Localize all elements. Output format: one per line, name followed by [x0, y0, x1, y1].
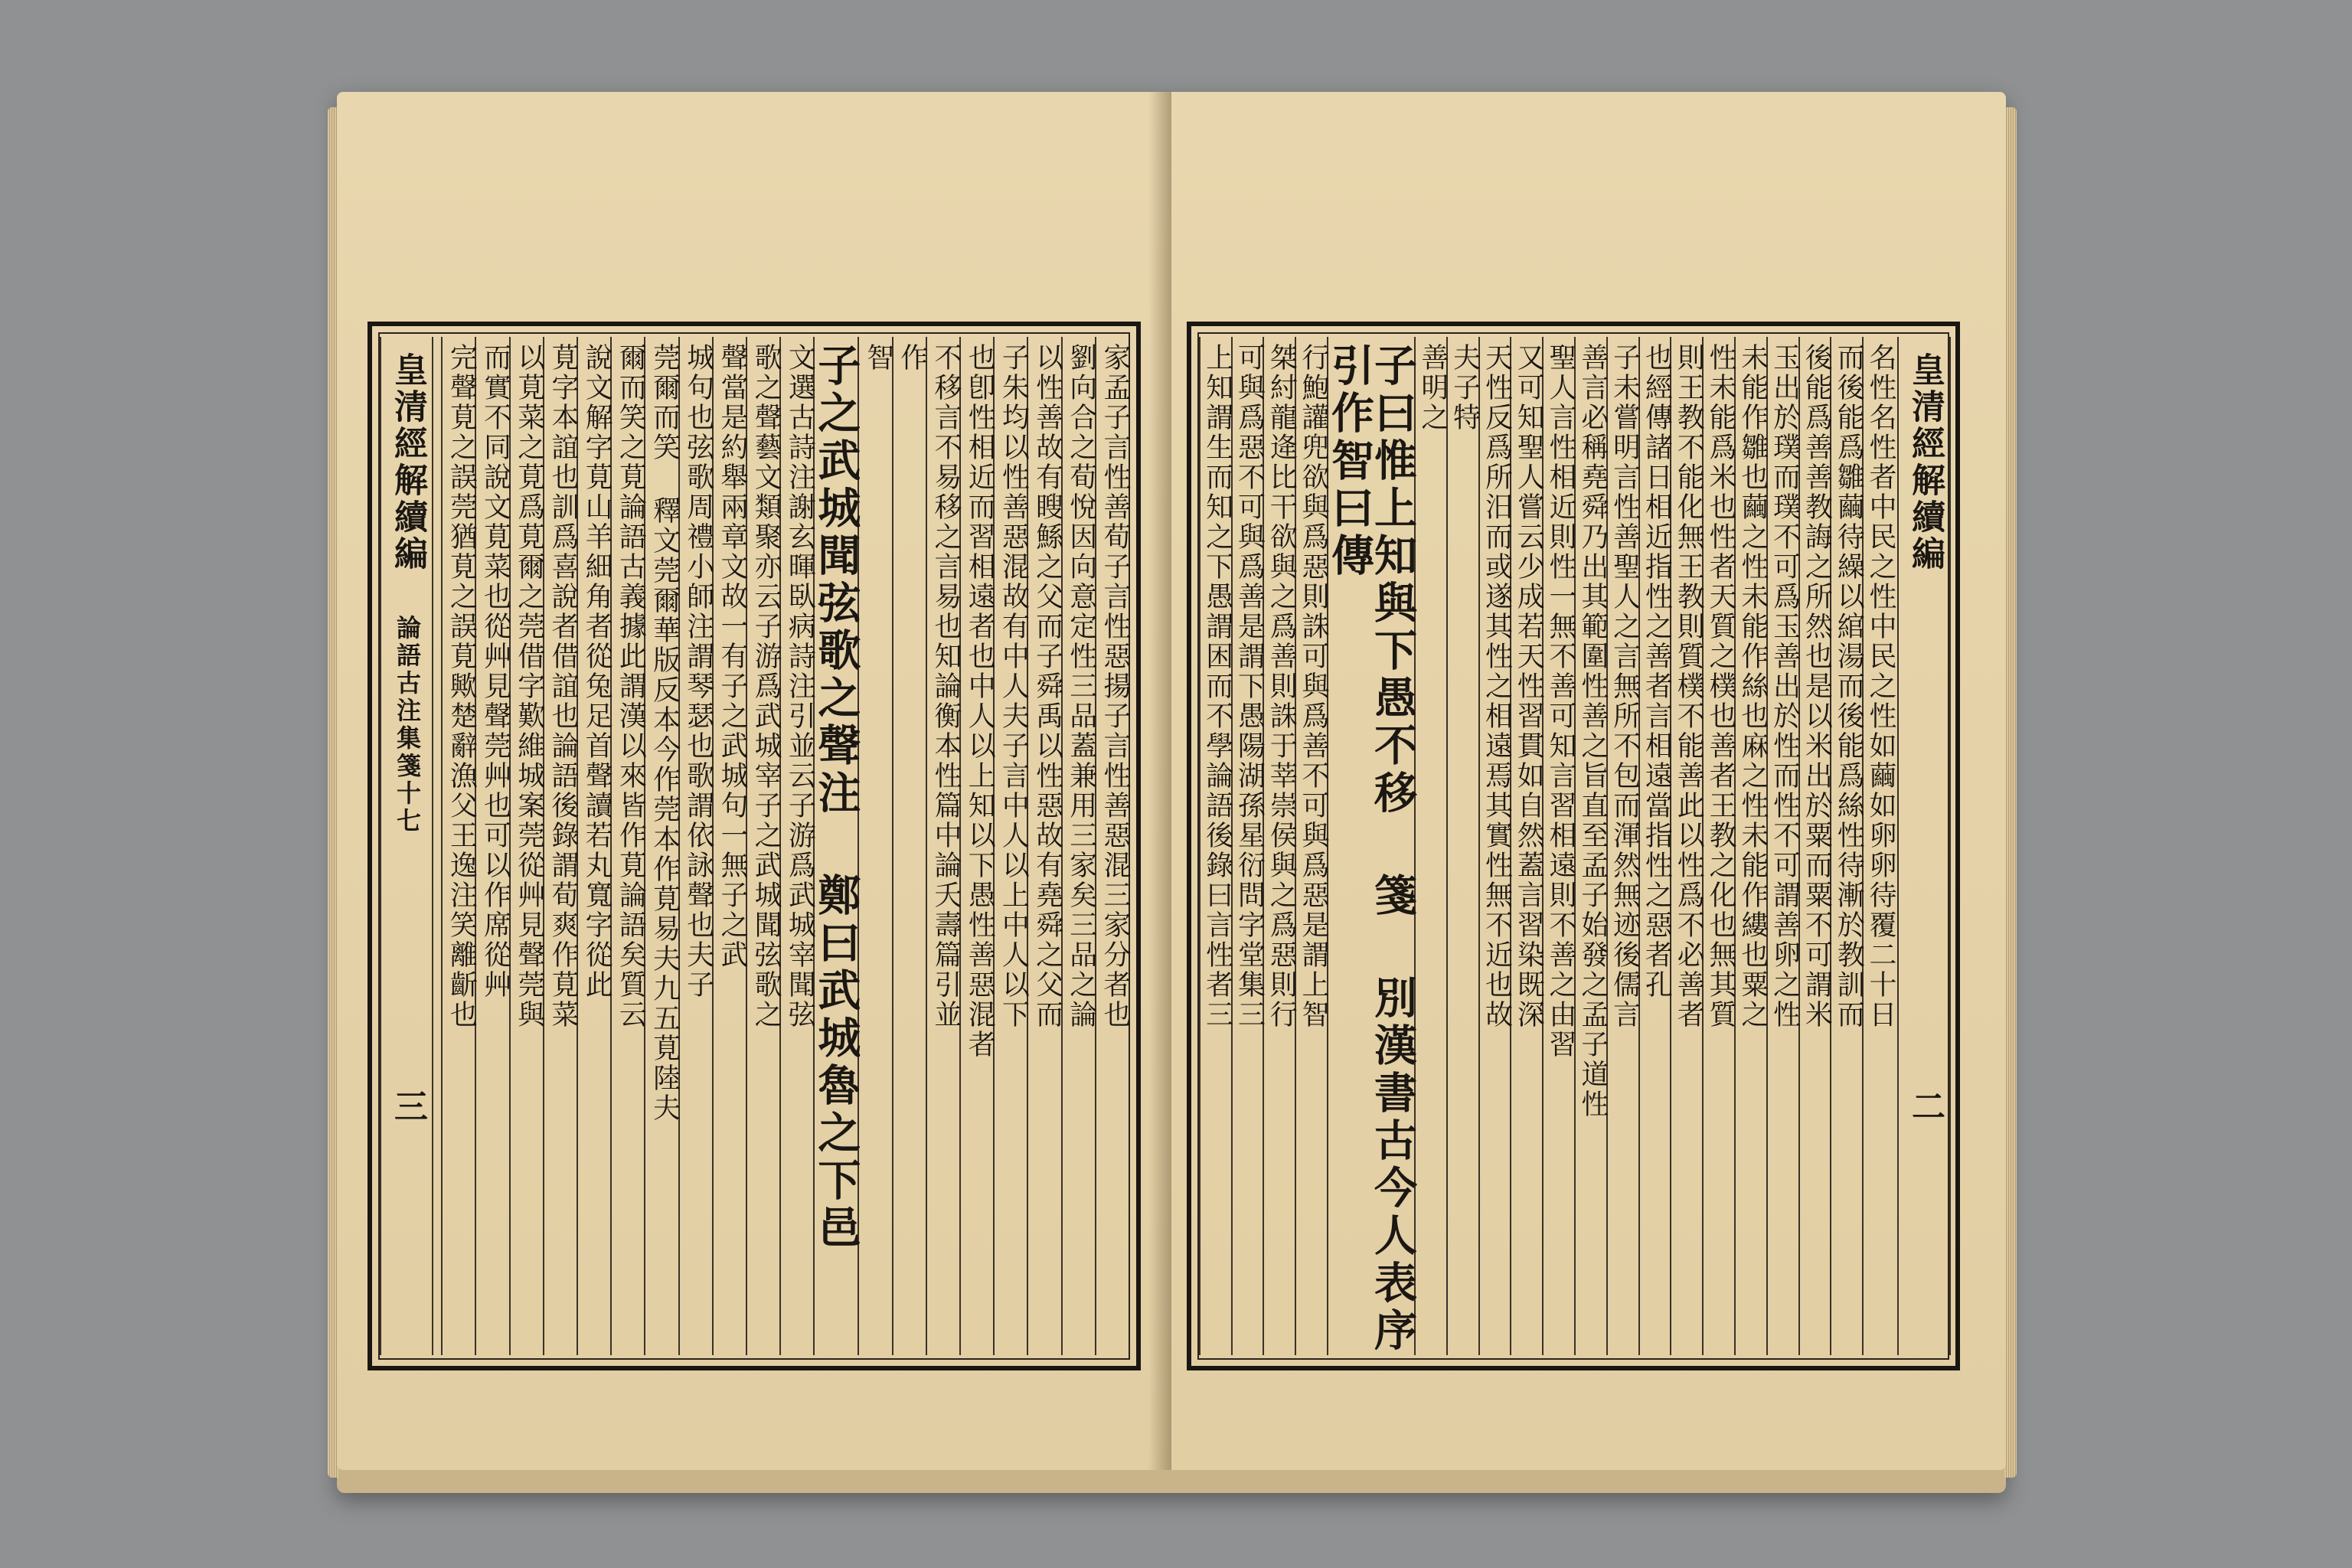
- text-column: 未能作雛也繭之性未能作絲也麻之性未能作縷也粟之: [1734, 337, 1766, 1355]
- text-column-heading: 子之武城聞弦歌之聲注 鄭曰武城魯之下邑: [813, 337, 858, 1355]
- text-column: 上知謂生而知之下愚謂困而不學論語後錄曰言性者三: [1199, 337, 1231, 1355]
- text-column: 爾而笑之莧論語古義據此謂漢以來皆作莧論語矣質云: [610, 337, 644, 1355]
- text-column: 玉出於璞而璞不可爲玉善出於性而性不可謂善卵之性: [1766, 337, 1798, 1355]
- right-text-frame: [1187, 322, 1960, 1370]
- text-column: 名性名性者中民之性中民之性如繭如卵卵待覆二十日: [1862, 337, 1894, 1355]
- left-text-frame: [368, 322, 1141, 1370]
- text-column: 則王教不能化無王教則質樸不能善此以性爲不必善者: [1670, 337, 1702, 1355]
- text-column: 不移言不易移之言易也知論衡本性篇中論夭壽篇引並: [926, 337, 959, 1355]
- text-column: 行鮑讙兜欲與爲惡則誅可與爲善不可與爲惡是謂上智: [1295, 337, 1327, 1355]
- text-column: 也經傳諸日相近指性之善者言相遠當指性之惡者孔: [1638, 337, 1671, 1355]
- left-page: [337, 92, 1171, 1470]
- left-page-number: 三: [388, 1089, 427, 1125]
- text-column: 莧字本誼也訓爲喜說者借誼也論語後錄謂荀爽作莧菜: [543, 337, 577, 1355]
- text-column: 城句也弦歌周禮小師注謂琴瑟也歌謂依詠聲也夫子: [678, 337, 712, 1355]
- text-column: 文選古詩注謝玄暉臥病詩注引並云子游爲武城宰聞弦: [779, 337, 813, 1355]
- open-book: [337, 92, 2006, 1493]
- text-column: 又可知聖人嘗云少成若天性習貫如自然蓋言習染既深: [1510, 337, 1542, 1355]
- text-column: 天性反爲所汨而或遂其性之相遠焉其實性無不近也故: [1478, 337, 1511, 1355]
- right-book-title: 皇清經解續編: [1906, 352, 1945, 573]
- text-column: 善言必稱堯舜乃出其範圍性善之旨直至孟子始發之孟子道性: [1574, 337, 1606, 1355]
- text-column: 也卽性相近而習相遠者也中人以上知以下愚性善惡混者: [959, 337, 993, 1355]
- left-text-columns: [441, 337, 1129, 1355]
- text-column: 夫子特: [1446, 337, 1478, 1355]
- text-column: 性未能爲米也性者天質之樸也善者王教之化也無其質: [1702, 337, 1734, 1355]
- text-column: 而後能爲雛繭待繰以綰湯而後能爲絲性待漸於教訓而: [1830, 337, 1862, 1355]
- text-column: 聲當是約舉兩章文故一有子之武城句一無子之武: [712, 337, 746, 1355]
- right-page-header: [1897, 337, 1951, 1355]
- left-book-title: 皇清經解續編: [388, 352, 427, 573]
- text-column: 聖人言性相近則性一無不善可知言習相遠則不善之由習: [1542, 337, 1574, 1355]
- text-column: 而實不同說文莧菜也從艸見聲莞艸也可以作席從艸: [475, 337, 508, 1355]
- text-column: 以莧菜之莧爲莧爾之莞借字歎維城案莞從艸見聲莞與: [509, 337, 543, 1355]
- text-column: 善明之: [1414, 337, 1446, 1355]
- text-column-heading: 子曰惟上知與下愚不移 箋 別漢書古今人表序引作智曰傳: [1327, 337, 1414, 1355]
- text-column: 家孟子言性善荀子言性惡揚子言性善惡混三家分者也: [1095, 337, 1129, 1355]
- text-column: 歌之聲藝文類聚亦云子游爲武城宰子之武城聞弦歌之: [746, 337, 779, 1355]
- page-edges-right: [2004, 107, 2017, 1478]
- left-section-title: 論語古注集箋十七: [393, 615, 422, 835]
- text-column: 莞爾而笑 釋文莞爾華版反本今作莞本作莧易夫九五莧陸夫: [644, 337, 678, 1355]
- text-column: 子未嘗明言性善聖人之言無所不包而渾然無迹後儒言: [1606, 337, 1638, 1355]
- right-text-columns: [1199, 337, 1894, 1355]
- text-column: 可與爲惡不可與爲善是謂下愚陽湖孫星衍問字堂集三: [1231, 337, 1263, 1355]
- text-column: 桀紂龍逄比干欲與之爲善則誅于莘崇侯與之爲惡則行: [1263, 337, 1295, 1355]
- text-column: 智: [858, 337, 891, 1355]
- text-column: 後能爲善善教誨之所然也是以米出於粟而粟不可謂米: [1798, 337, 1831, 1355]
- right-page-number: 二: [1906, 1089, 1945, 1125]
- text-column: 作: [892, 337, 926, 1355]
- text-column: 說文解字莧山羊細角者從兔足首聲讀若丸寬字從此: [577, 337, 610, 1355]
- text-column: 完聲莧之誤莞猶莧之誤莧歟楚辭漁父王逸注笑離齗也: [441, 337, 475, 1355]
- text-column: 劉向合之荀悅因向意定性三品蓋兼用三家矣三品之論: [1061, 337, 1095, 1355]
- left-page-header: [380, 337, 433, 1355]
- text-column: 以性善故有瞍鯀之父而子舜禹以性惡故有堯舜之父而: [1027, 337, 1060, 1355]
- text-column: 子朱均以性善惡混故有中人夫子言中人以上中人以下: [993, 337, 1027, 1355]
